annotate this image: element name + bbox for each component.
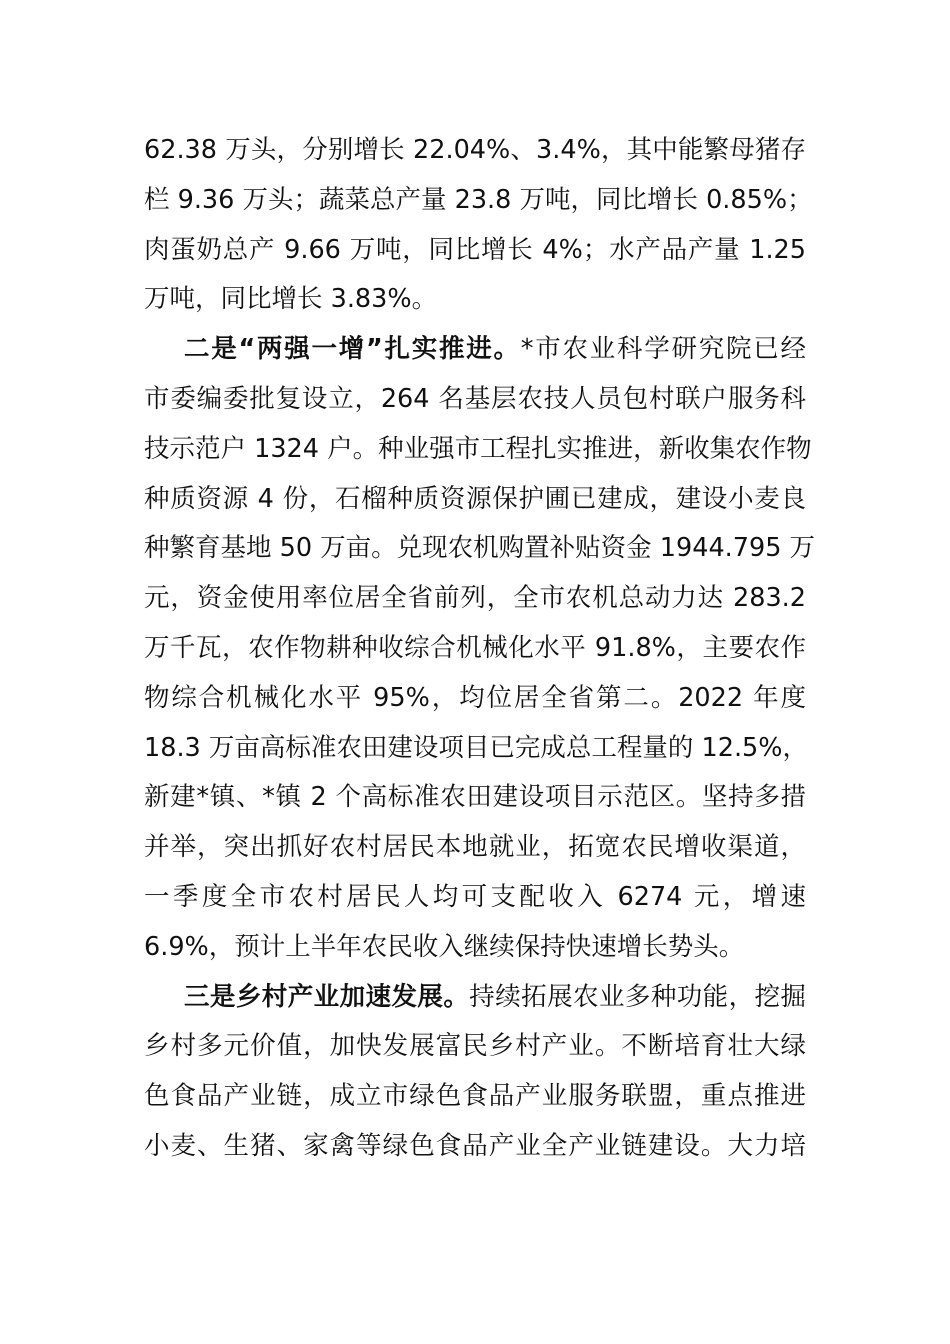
paragraph-livestock-output <box>144 126 813 325</box>
text-line: 肉蛋奶总产 9.66 万吨，同比增长 4%；水产品产量 1.25 <box>144 234 806 265</box>
text-line: 并举，突出抓好农村居民本地就业，拓宽农民增收渠道， <box>144 832 806 863</box>
text-segment: 持续拓展农业多种功能，挖掘 <box>469 981 806 1012</box>
paragraph-heading: 三是乡村产业加速发展。 <box>184 981 470 1012</box>
text-line: 万吨，同比增长 3.83%。 <box>144 284 438 315</box>
paragraph-two-strong-one-increase <box>144 325 816 972</box>
text-line: 栏 9.36 万头；蔬菜总产量 23.8 万吨，同比增长 0.85%； <box>144 184 813 215</box>
text-line: 元，资金使用率位居全省前列，全市农机总动力达 283.2 <box>144 583 806 614</box>
paragraph-rural-industry <box>144 973 806 1172</box>
text-segment: *市农业科学研究院已经 <box>520 334 806 365</box>
text-line: 18.3 万亩高标准农田建设项目已完成总工程量的 12.5%， <box>144 732 808 763</box>
text-line: 种质资源 4 份，石榴种质资源保护圃已建成，建设小麦良 <box>144 483 806 514</box>
text-line: 62.38 万头，分别增长 22.04%、3.4%，其中能繁母猪存 <box>144 135 806 165</box>
text-line <box>144 973 806 1023</box>
document-body <box>144 126 816 1172</box>
text-line: 新建*镇、*镇 2 个高标准农田建设项目示范区。坚持多措 <box>144 782 806 813</box>
text-line: 技示范户 1324 户。种业强市工程扎实推进，新收集农作物 <box>144 433 812 464</box>
text-line: 色食品产业链，成立市绿色食品产业服务联盟，重点推进 <box>144 1081 806 1112</box>
text-line: 6.9%，预计上半年农民收入继续保持快速增长势头。 <box>144 931 745 962</box>
paragraph-heading: 二是“两强一增”扎实推进。 <box>184 334 521 365</box>
text-line: 种繁育基地 50 万亩。兑现农机购置补贴资金 1944.795 万 <box>144 533 816 564</box>
text-line: 乡村多元价值，加快发展富民乡村产业。不断培育壮大绿 <box>144 1031 806 1062</box>
text-line: 物综合机械化水平 95%，均位居全省第二。2022 年度 <box>144 682 806 713</box>
text-line <box>144 325 806 375</box>
text-line: 一季度全市农村居民人均可支配收入 6274 元，增速 <box>144 881 806 912</box>
text-line: 市委编委批复设立，264 名基层农技人员包村联户服务科 <box>144 383 806 414</box>
text-line: 小麦、生猪、家禽等绿色食品产业全产业链建设。大力培 <box>144 1130 806 1161</box>
text-line: 万千瓦，农作物耕种收综合机械化水平 91.8%，主要农作 <box>144 632 806 663</box>
